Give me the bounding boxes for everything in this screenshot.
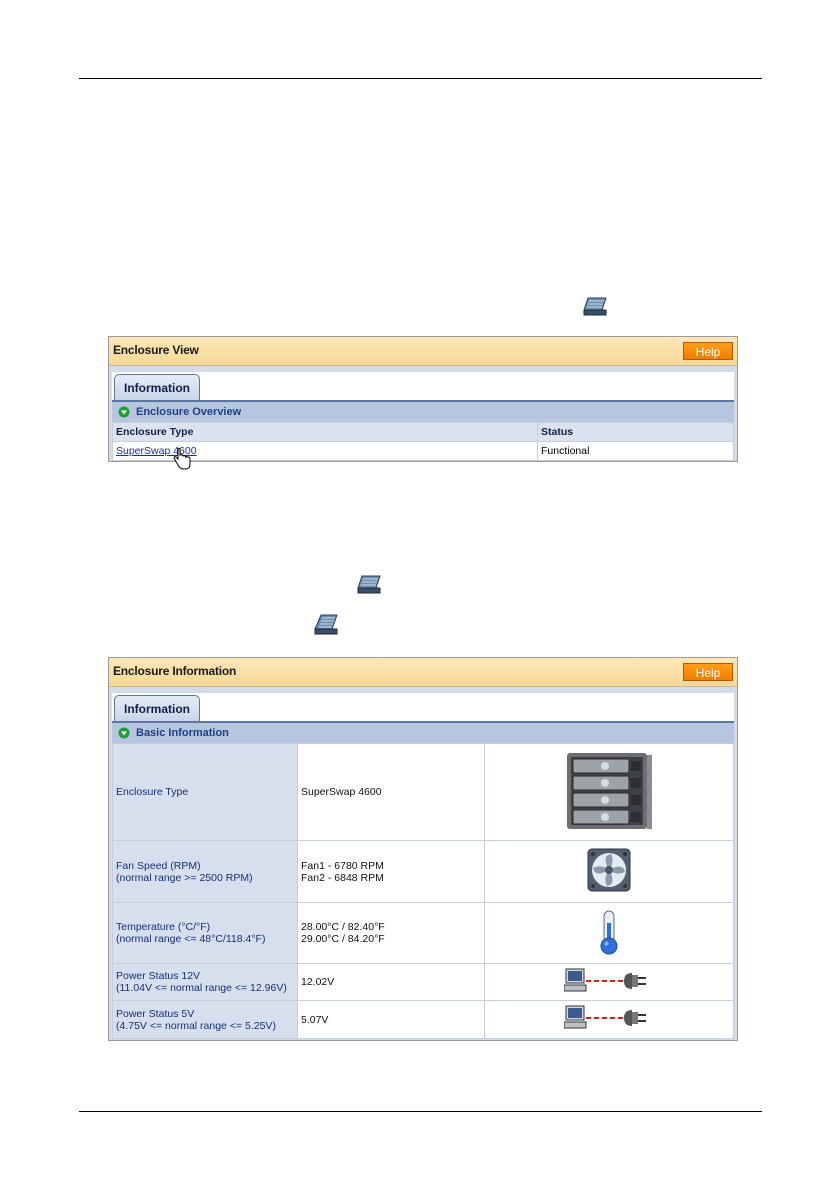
section-header — [112, 723, 734, 743]
power-connection-icon — [564, 1003, 654, 1033]
tab-strip — [112, 693, 734, 723]
row-label-range: (normal range >= 2500 RPM) — [116, 871, 253, 884]
table-row — [113, 442, 734, 461]
section-label: Enclosure Overview — [136, 406, 242, 418]
section-header — [112, 402, 734, 422]
tab-information[interactable]: Information — [114, 374, 200, 400]
status-cell: Functional — [538, 442, 734, 461]
row-label-range: (4.75V <= normal range <= 5.25V) — [116, 1019, 276, 1032]
row-value: 28.00°C / 82.40°F — [301, 921, 385, 933]
row-value: SuperSwap 4600 — [301, 786, 382, 798]
tab-information[interactable]: Information — [114, 695, 200, 721]
row-value: 5.07V — [301, 1013, 329, 1026]
column-header: Enclosure Type — [113, 423, 538, 442]
collapse-icon[interactable] — [118, 406, 130, 418]
row-label: Enclosure Type — [116, 786, 189, 798]
enclosure-type-link[interactable]: SuperSwap 4600 — [116, 445, 197, 457]
row-label: Power Status 5V — [116, 1007, 195, 1020]
table-row — [113, 903, 734, 964]
footer-rule — [79, 1111, 762, 1112]
enclosure-icon — [582, 296, 608, 318]
column-header: Status — [538, 423, 734, 442]
table-row — [113, 744, 734, 841]
row-label-range: (11.04V <= normal range <= 12.96V) — [116, 982, 287, 994]
tab-strip — [112, 372, 734, 402]
power-connection-icon — [564, 966, 654, 996]
row-label: Power Status 12V — [116, 970, 201, 982]
row-value: 12.02V — [301, 976, 335, 988]
row-label: Temperature (°C/°F) — [116, 921, 211, 933]
row-value: 29.00°C / 84.20°F — [301, 933, 385, 945]
table-row — [113, 964, 734, 1001]
section-label: Basic Information — [136, 727, 229, 739]
panel-title: Enclosure Information — [113, 664, 237, 678]
fan-icon — [587, 848, 631, 892]
panel-title: Enclosure View — [113, 343, 199, 357]
hand-cursor-icon — [173, 448, 191, 470]
enclosure-icon — [313, 613, 339, 637]
help-button[interactable]: Help — [683, 663, 733, 681]
row-label: Fan Speed (RPM) — [116, 859, 201, 872]
basic-information-table — [112, 743, 734, 1039]
thermometer-icon — [594, 909, 624, 955]
enclosure-overview-table — [112, 422, 734, 461]
table-row — [113, 841, 734, 903]
enclosure-info-panel — [108, 657, 738, 1041]
drive-enclosure-icon — [563, 749, 655, 833]
row-value: Fan1 - 6780 RPM — [301, 859, 384, 872]
panel-header — [109, 337, 737, 366]
enclosure-view-panel — [108, 336, 738, 462]
header-rule — [79, 78, 762, 79]
table-row — [113, 1001, 734, 1039]
row-value: Fan2 - 6848 RPM — [301, 871, 384, 884]
panel-header — [109, 658, 737, 687]
row-label-range: (normal range <= 48°C/118.4°F) — [116, 933, 266, 945]
collapse-icon[interactable] — [118, 727, 130, 739]
help-button[interactable]: Help — [683, 342, 733, 360]
enclosure-icon — [356, 574, 382, 596]
